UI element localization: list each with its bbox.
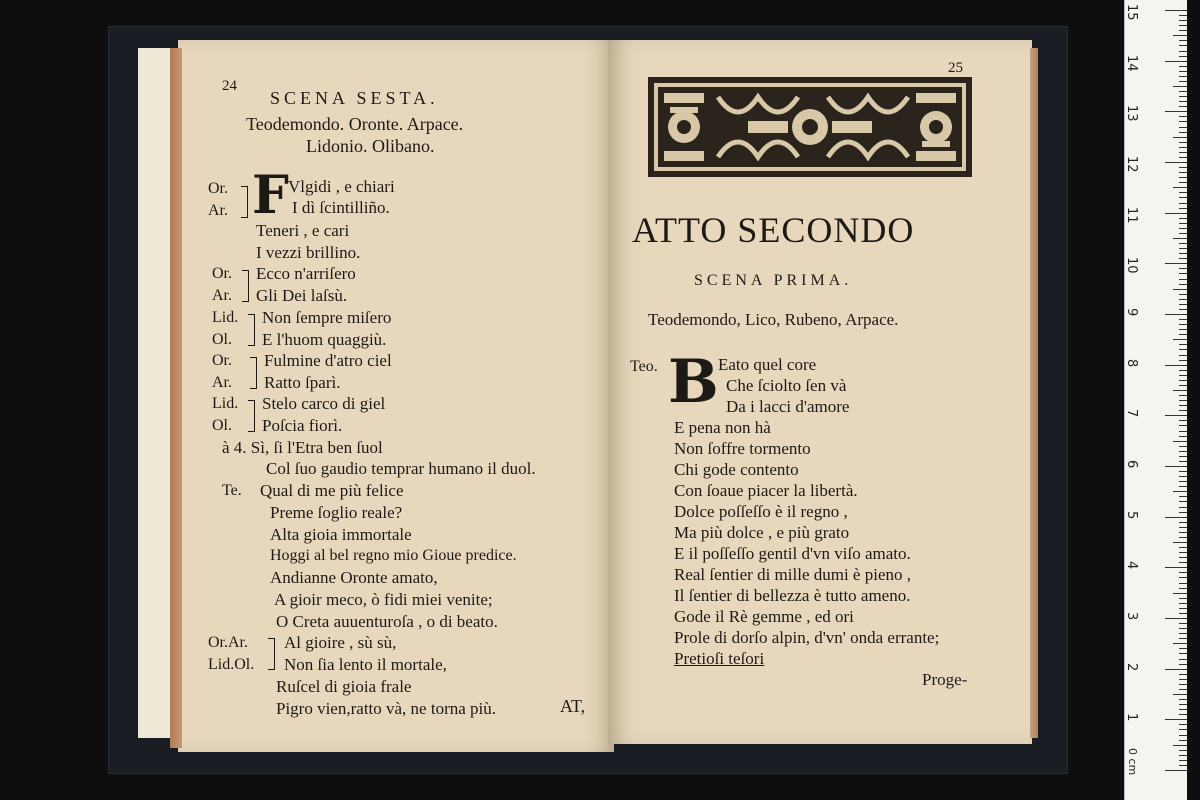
speaker-label: Or. [208, 180, 228, 197]
ruler-tick [1173, 137, 1187, 138]
ruler-tick [1179, 121, 1187, 122]
ruler-tick [1179, 203, 1187, 204]
ruler-tick [1179, 425, 1187, 426]
ruler-tick [1179, 51, 1187, 52]
ruler-tick [1179, 638, 1187, 639]
ruler-number: 11 [1124, 206, 1139, 224]
ruler-number: 12 [1124, 156, 1139, 173]
ruler-tick [1179, 208, 1187, 209]
ruler-tick [1165, 314, 1187, 315]
ruler-number: 4 [1124, 561, 1139, 570]
ruler-tick [1179, 598, 1187, 599]
ruler-tick [1179, 91, 1187, 92]
ruler-tick [1179, 294, 1187, 295]
ruler-tick [1179, 152, 1187, 153]
ruler-tick [1179, 96, 1187, 97]
ruler-tick [1179, 319, 1187, 320]
ruler-tick [1179, 30, 1187, 31]
ruler-tick [1179, 40, 1187, 41]
ruler-tick [1179, 750, 1187, 751]
verse-line: Stelo carco di giel [262, 394, 386, 413]
ruler-tick [1165, 466, 1187, 467]
brace [268, 638, 275, 670]
verse-line: Eato quel core [718, 355, 817, 374]
ruler-tick [1179, 760, 1187, 761]
ruler-tick [1179, 547, 1187, 548]
ruler-tick [1179, 15, 1187, 16]
verse-line: I dì ſcintilliño. [292, 198, 390, 217]
verse-line: Ecco n'arriſero [256, 264, 356, 283]
verse-line: Qual di me più felice [260, 481, 404, 500]
ruler-tick [1173, 491, 1187, 492]
verse-line: Alta gioia immortale [270, 525, 412, 544]
ruler-tick [1179, 456, 1187, 457]
verse-line: Real ſentier di mille dumi è pieno , [674, 565, 911, 584]
brace [242, 270, 249, 302]
verse-line: à 4. Sì, ſi l'Etra ben ſuol [222, 438, 383, 457]
ruler-tick [1179, 527, 1187, 528]
ruler-tick [1179, 431, 1187, 432]
ruler-tick [1173, 86, 1187, 87]
speaker-label: Teo. [630, 358, 658, 375]
catchword: AT, [560, 696, 586, 716]
ruler-tick [1179, 684, 1187, 685]
ruler-number: 2 [1124, 662, 1139, 671]
ruler-tick [1165, 162, 1187, 163]
speaker-label: Or.Ar. [208, 634, 248, 651]
ruler-tick [1179, 177, 1187, 178]
ruler-tick [1179, 714, 1187, 715]
ruler-tick [1179, 633, 1187, 634]
ruler-tick [1179, 724, 1187, 725]
ruler-unit: 0 cm [1126, 748, 1139, 776]
ruler-tick [1179, 268, 1187, 269]
ruler-tick [1173, 441, 1187, 442]
ruler-tick [1165, 618, 1187, 619]
ruler-number: 1 [1124, 713, 1139, 722]
verse-line: Poſcia fiorì. [262, 416, 343, 435]
ruler-tick [1173, 694, 1187, 695]
ruler-tick [1179, 349, 1187, 350]
ruler-tick [1179, 740, 1187, 741]
ruler-tick [1165, 263, 1187, 264]
ruler-tick [1179, 106, 1187, 107]
ruler-tick [1179, 279, 1187, 280]
ruler-tick [1179, 309, 1187, 310]
ruler-tick [1179, 101, 1187, 102]
brace [248, 314, 255, 346]
act-title: ATTO SECONDO [632, 210, 915, 250]
ruler-tick [1179, 628, 1187, 629]
ruler-tick [1179, 304, 1187, 305]
ruler-tick [1179, 572, 1187, 573]
ruler-tick [1179, 532, 1187, 533]
ruler-tick [1179, 451, 1187, 452]
ruler-number: 15 [1124, 4, 1139, 21]
ruler-tick [1179, 253, 1187, 254]
ruler-tick [1179, 20, 1187, 21]
page-number: 25 [948, 60, 963, 76]
characters-line: Lidonio. Olibano. [306, 136, 435, 156]
ruler-tick [1179, 344, 1187, 345]
ruler-tick [1179, 157, 1187, 158]
ruler-number: 3 [1124, 612, 1139, 621]
ruler-number: 7 [1124, 409, 1139, 418]
ruler-tick [1165, 213, 1187, 214]
verse-line: Gli Dei laſsù. [256, 286, 348, 305]
verse-line: E l'huom quaggiù. [262, 330, 387, 349]
ruler-tick [1179, 648, 1187, 649]
ruler-tick [1179, 329, 1187, 330]
ruler-tick [1173, 187, 1187, 188]
verse-line: Non ſoffre tormento [674, 439, 811, 458]
drop-cap: B [668, 347, 719, 417]
ruler-tick [1173, 289, 1187, 290]
ruler-tick [1179, 400, 1187, 401]
verse-line: Dolce poſſeſſo è il regno , [674, 502, 848, 521]
ruler-tick [1173, 238, 1187, 239]
ruler-number: 8 [1124, 358, 1139, 367]
verse-line: Col ſuo gaudio temprar humano il duol. [266, 459, 536, 478]
ruler-tick [1179, 76, 1187, 77]
ruler-tick [1179, 486, 1187, 487]
ruler-tick [1179, 512, 1187, 513]
brace [250, 357, 257, 389]
ruler-tick [1179, 284, 1187, 285]
ruler-tick [1179, 613, 1187, 614]
verse-line: Fulmine d'atro ciel [264, 351, 392, 370]
ruler-tick [1179, 56, 1187, 57]
ruler-tick [1165, 415, 1187, 416]
verse-line: Ma più dolce , e più grato [674, 523, 850, 542]
verse-line: Pigro vien,ratto và, ne torna più. [276, 699, 497, 718]
ruler-tick [1179, 385, 1187, 386]
ruler-tick [1179, 689, 1187, 690]
verse-line: Da i lacci d'amore [726, 397, 850, 416]
ruler-tick [1179, 674, 1187, 675]
ruler-number: 9 [1124, 308, 1139, 317]
ruler-tick [1173, 745, 1187, 746]
ruler-tick [1179, 167, 1187, 168]
ruler-tick [1179, 765, 1187, 766]
ruler-tick [1165, 365, 1187, 366]
ruler-tick [1179, 476, 1187, 477]
ruler-tick [1179, 735, 1187, 736]
woodcut-ornament [648, 77, 972, 177]
ruler-tick [1179, 218, 1187, 219]
verse-line: Preme ſoglio reale? [270, 503, 403, 522]
ruler-tick [1179, 552, 1187, 553]
measurement-ruler [1124, 0, 1187, 800]
ruler-tick [1179, 583, 1187, 584]
ruler-tick [1179, 405, 1187, 406]
verse-line: Ratto ſparì. [264, 373, 341, 392]
ruler-tick [1165, 61, 1187, 62]
ruler-tick [1179, 537, 1187, 538]
speaker-label: Te. [222, 482, 242, 499]
ruler-tick [1179, 233, 1187, 234]
speaker-label: Ar. [208, 202, 228, 219]
ruler-tick [1165, 567, 1187, 568]
ruler-tick [1179, 71, 1187, 72]
ruler-tick [1179, 334, 1187, 335]
ruler-tick [1179, 45, 1187, 46]
ruler-tick [1179, 522, 1187, 523]
ruler-tick [1179, 496, 1187, 497]
verse-line: Teneri , e cari [256, 221, 350, 240]
ruler-tick [1173, 542, 1187, 543]
ruler-tick [1165, 517, 1187, 518]
ruler-tick [1179, 142, 1187, 143]
drop-cap: F [252, 165, 289, 226]
scene-title: SCENA PRIMA. [694, 272, 853, 289]
verse-line: Il ſentier di bellezza è tutto ameno. [674, 586, 911, 605]
verse-line: E pena non hà [674, 418, 771, 437]
verse-line: Gode il Rè gemme , ed ori [674, 607, 854, 626]
verse-line: O Creta auuenturoſa , o di beato. [276, 612, 498, 631]
verse-line: Al gioire , sù sù, [284, 633, 397, 652]
left-page [178, 40, 614, 752]
ruler-tick [1179, 355, 1187, 356]
verse-line: Vlgidi , e chiari [288, 177, 395, 196]
ruler-tick [1179, 370, 1187, 371]
ruler-number: 13 [1124, 105, 1139, 122]
verse-line: E il poſſeſſo gentil d'vn viſo amato. [674, 544, 911, 563]
ruler-tick [1179, 557, 1187, 558]
ruler-tick [1179, 81, 1187, 82]
ruler-tick [1179, 507, 1187, 508]
ruler-tick [1179, 132, 1187, 133]
ruler-tick [1179, 25, 1187, 26]
ruler-tick [1179, 709, 1187, 710]
ruler-tick [1179, 324, 1187, 325]
ruler-tick [1165, 10, 1187, 11]
characters-line: Teodemondo. Oronte. Arpace. [246, 114, 464, 134]
ruler-tick [1165, 719, 1187, 720]
speaker-label: Lid. [212, 309, 239, 326]
speaker-label: Ar. [212, 287, 232, 304]
verse-line: Pretioſi teſori [674, 649, 765, 668]
ruler-tick [1179, 471, 1187, 472]
ruler-tick [1179, 66, 1187, 67]
ruler-tick [1179, 588, 1187, 589]
ruler-tick [1179, 664, 1187, 665]
ruler-tick [1179, 481, 1187, 482]
verse-line: Ruſcel di gioia frale [276, 677, 412, 696]
ruler-tick [1179, 223, 1187, 224]
ruler-tick [1173, 35, 1187, 36]
ruler-tick [1179, 420, 1187, 421]
verse-line: Andianne Oronte amato, [270, 568, 438, 587]
brace [248, 400, 255, 432]
ruler-tick [1179, 608, 1187, 609]
ruler-tick [1179, 172, 1187, 173]
page-number: 24 [222, 78, 237, 94]
ruler-tick [1179, 461, 1187, 462]
ruler-tick [1179, 623, 1187, 624]
ruler-number: 14 [1124, 54, 1139, 72]
verse-line: Che ſciolto ſen và [726, 376, 847, 395]
verse-line: Prole di dorſo alpin, d'vn' onda errante; [674, 628, 940, 647]
scene-title: SCENA SESTA. [270, 88, 439, 108]
ruler-tick [1179, 248, 1187, 249]
catchword: Proge- [922, 670, 968, 689]
verse-line: Con ſoaue piacer la libertà. [674, 481, 858, 500]
ruler-tick [1179, 243, 1187, 244]
ruler-tick [1173, 390, 1187, 391]
ruler-tick [1179, 395, 1187, 396]
verse-line: A gioir meco, ò fidi miei venite; [274, 590, 493, 609]
ruler-tick [1179, 182, 1187, 183]
characters-line: Teodemondo, Lico, Rubeno, Arpace. [648, 310, 899, 329]
speaker-label: Ol. [212, 417, 232, 434]
ruler-tick [1179, 729, 1187, 730]
ruler-tick [1179, 127, 1187, 128]
brace [241, 186, 248, 218]
ruler-tick [1179, 436, 1187, 437]
ruler-tick [1179, 679, 1187, 680]
ruler-tick [1179, 375, 1187, 376]
ruler-number: 6 [1124, 460, 1139, 469]
speaker-label: Or. [212, 265, 232, 282]
ruler-tick [1179, 258, 1187, 259]
ruler-tick [1179, 147, 1187, 148]
ruler-number: 5 [1124, 510, 1139, 519]
ruler-tick [1165, 770, 1187, 771]
ruler-tick [1179, 704, 1187, 705]
speaker-label: Lid. [212, 395, 239, 412]
ruler-tick [1179, 197, 1187, 198]
verse-line: Non ſia lento il mortale, [284, 655, 447, 674]
ruler-tick [1179, 273, 1187, 274]
ruler-tick [1179, 410, 1187, 411]
ruler-tick [1179, 192, 1187, 193]
verse-line: Non ſempre miſero [262, 308, 392, 327]
verse-line: Hoggi al bel regno mio Gioue predice. [270, 547, 517, 564]
ruler-tick [1179, 562, 1187, 563]
ruler-tick [1179, 228, 1187, 229]
ruler-tick [1165, 669, 1187, 670]
ruler-tick [1179, 116, 1187, 117]
ruler-number: 10 [1124, 257, 1139, 274]
ruler-tick [1179, 577, 1187, 578]
ruler-tick [1179, 699, 1187, 700]
ruler-tick [1179, 659, 1187, 660]
ruler-tick [1165, 111, 1187, 112]
ruler-tick [1179, 501, 1187, 502]
speaker-label: Ol. [212, 331, 232, 348]
ruler-tick [1173, 339, 1187, 340]
verse-line: Chi gode contento [674, 460, 799, 479]
speaker-label: Ar. [212, 374, 232, 391]
ruler-tick [1179, 360, 1187, 361]
speaker-label: Lid.Ol. [208, 656, 255, 673]
ruler-tick [1173, 593, 1187, 594]
ruler-tick [1179, 299, 1187, 300]
speaker-label: Or. [212, 352, 232, 369]
ruler-tick [1179, 653, 1187, 654]
verse-line: I vezzi brillino. [256, 243, 361, 262]
ruler-tick [1173, 643, 1187, 644]
ruler-tick [1179, 755, 1187, 756]
ruler-tick [1179, 380, 1187, 381]
ruler-tick [1179, 446, 1187, 447]
ruler-tick [1179, 603, 1187, 604]
